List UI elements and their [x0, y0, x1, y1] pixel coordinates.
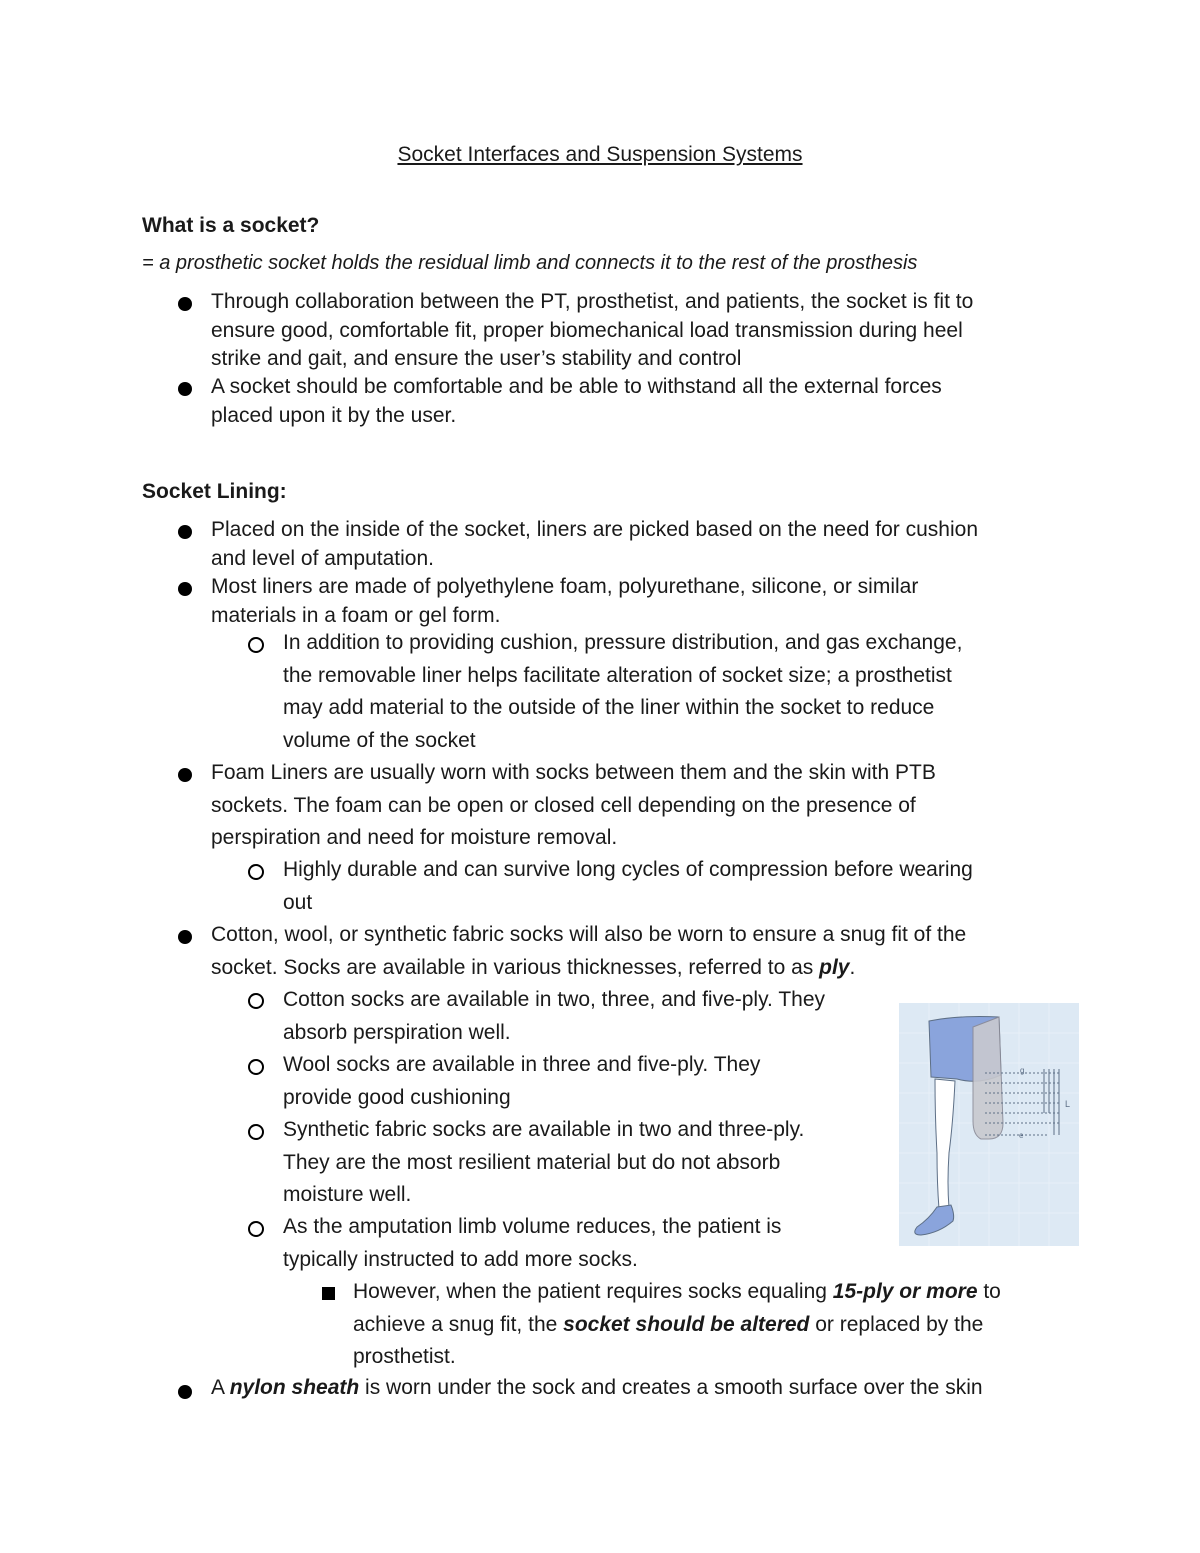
- bullet-disc: [178, 1385, 192, 1399]
- list-item: Cotton socks are available in two, three, and five-ply. They absorb perspiration well.: [283, 988, 826, 1044]
- bullet-disc: [178, 930, 192, 944]
- list-item: In addition to providing cushion, pressure distribution, and gas exchange, the removable liner helps facilitate alteration of socket size; a prosthetist may add material to the outside of the liner within the socket to reduce volume of the socket: [283, 631, 963, 752]
- list-item: Through collaboration between the PT, prosthetist, and patients, the socket is fit to ensure good, comfortable fit, proper biomechanical load transmission during heel strike and gait, and ensure the user’s stability and control: [211, 290, 974, 370]
- socket-shape: [973, 1017, 1003, 1139]
- list-item: Cotton, wool, or synthetic fabric socks will also be worn to ensure a snug fit of the socket. Socks are available in various thicknesses, referred to as ply.: [211, 923, 967, 979]
- bullet-disc: [178, 297, 192, 311]
- list-item: Wool socks are available in three and five-ply. They provide good cushioning: [283, 1053, 761, 1109]
- bullet-circle: [248, 1221, 264, 1237]
- bullet-disc: [178, 582, 192, 596]
- socket-definition: = a prosthetic socket holds the residual limb and connects it to the rest of the prosthesis: [142, 252, 918, 274]
- list-item: A socket should be comfortable and be able to withstand all the external forces placed upon it by the user.: [211, 375, 942, 427]
- list-item: Highly durable and can survive long cycles of compression before wearing out: [283, 858, 973, 914]
- bullet-circle: [248, 993, 264, 1009]
- section-heading-socket-lining: Socket Lining:: [142, 480, 287, 503]
- residual-limb-figure: [899, 1003, 1079, 1246]
- list-item: Placed on the inside of the socket, liners are picked based on the need for cushion and level of amputation.: [211, 518, 978, 570]
- page-title: Socket Interfaces and Suspension Systems: [397, 143, 803, 166]
- bullet-circle: [248, 637, 264, 653]
- figure-label-g: g: [1020, 1066, 1025, 1075]
- list-item: Foam Liners are usually worn with socks between them and the skin with PTB sockets. The foam can be open or closed cell depending on the presence of perspiration and need for moisture removal.: [211, 761, 936, 849]
- section-heading-socket: What is a socket?: [142, 214, 320, 237]
- list-item: As the amputation limb volume reduces, the patient is typically instructed to add more socks.: [283, 1215, 782, 1271]
- bullet-square: [322, 1287, 335, 1300]
- bullet-circle: [248, 864, 264, 880]
- list-item: Synthetic fabric socks are available in two and three-ply. They are the most resilient material but do not absorb moisture well.: [283, 1118, 805, 1206]
- bullet-disc: [178, 382, 192, 396]
- bullet-disc: [178, 525, 192, 539]
- list-item: A nylon sheath is worn under the sock and creates a smooth surface over the skin: [211, 1376, 983, 1399]
- bullet-circle: [248, 1059, 264, 1075]
- bullet-circle: [248, 1124, 264, 1140]
- bullet-disc: [178, 768, 192, 782]
- list-item: However, when the patient requires socks equaling 15-ply or more to achieve a snug fit, the socket should be altered or replaced by the prosthetist.: [353, 1280, 1001, 1368]
- figure-label-l: L: [1065, 1099, 1071, 1109]
- figure-label-e: e: [1019, 1131, 1024, 1140]
- list-item: Most liners are made of polyethylene foam, polyurethane, silicone, or similar materials in a foam or gel form.: [211, 575, 919, 627]
